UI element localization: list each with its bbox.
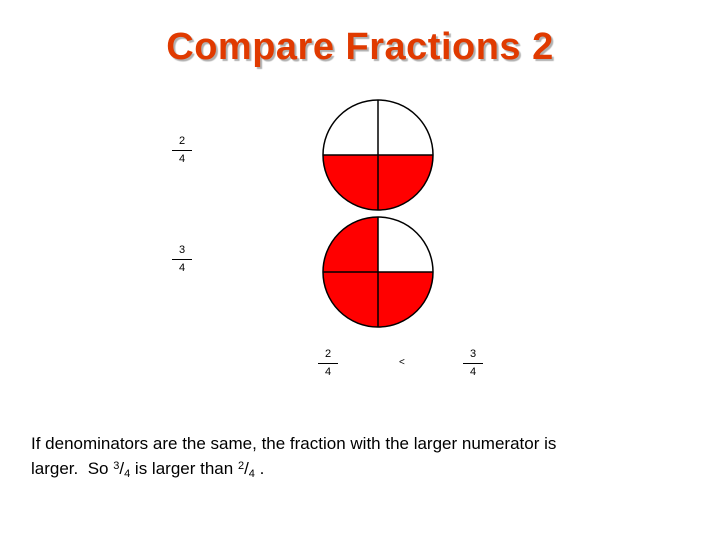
comparison-symbol: <	[399, 357, 405, 368]
fraction-a-quarter-bottom-left	[323, 155, 378, 210]
comparison-right-fraction	[466, 349, 480, 378]
fraction-b-bar	[172, 259, 192, 260]
smaller-numerator: 2	[237, 460, 245, 472]
explanation-middle: is larger than	[130, 459, 238, 478]
fraction-a-numerator: 2	[178, 135, 186, 147]
fraction-a-denominator: 4	[178, 153, 186, 165]
fraction-a-bar	[172, 150, 192, 151]
explanation-suffix: .	[254, 459, 265, 478]
smaller-denominator: 4	[248, 468, 255, 480]
fraction-b-quarter-bottom-left	[323, 272, 378, 327]
fraction-a-circle	[322, 99, 434, 211]
comparison-right-numerator: 3	[469, 348, 477, 360]
comparison-left-numerator: 2	[324, 348, 332, 360]
comparison-left-denominator: 4	[324, 366, 332, 378]
fraction-a-quarter-top-left	[323, 100, 378, 155]
explanation-line-1: If denominators are the same, the fraction with the larger numerator is	[31, 434, 557, 453]
comparison-right-bar	[463, 363, 483, 364]
explanation-prefix: larger. So	[31, 459, 114, 478]
comparison-right-denominator: 4	[469, 366, 477, 378]
fraction-b-quarter-top-left	[323, 217, 378, 272]
explanation-text	[31, 432, 691, 486]
larger-denominator: 4	[124, 468, 131, 480]
fraction-b-quarter-top-right	[378, 217, 433, 272]
fraction-b-circle	[322, 216, 434, 328]
fraction-b-numerator: 3	[178, 244, 186, 256]
fraction-a-quarter-top-right	[378, 100, 433, 155]
fraction-a-label	[175, 136, 189, 165]
page-title: Compare Fractions 2	[166, 26, 554, 68]
explanation-line-2: larger. So $^3/_4$ is larger than $^2/_4$ .	[31, 459, 265, 480]
comparison-left-fraction	[321, 349, 335, 378]
fraction-b-denominator: 4	[178, 262, 186, 274]
fraction-a-quarter-bottom-right	[378, 155, 433, 210]
fraction-b-label	[175, 245, 189, 274]
fraction-b-quarter-bottom-right	[378, 272, 433, 327]
comparison-left-bar	[318, 363, 338, 364]
larger-numerator: 3	[113, 460, 120, 472]
